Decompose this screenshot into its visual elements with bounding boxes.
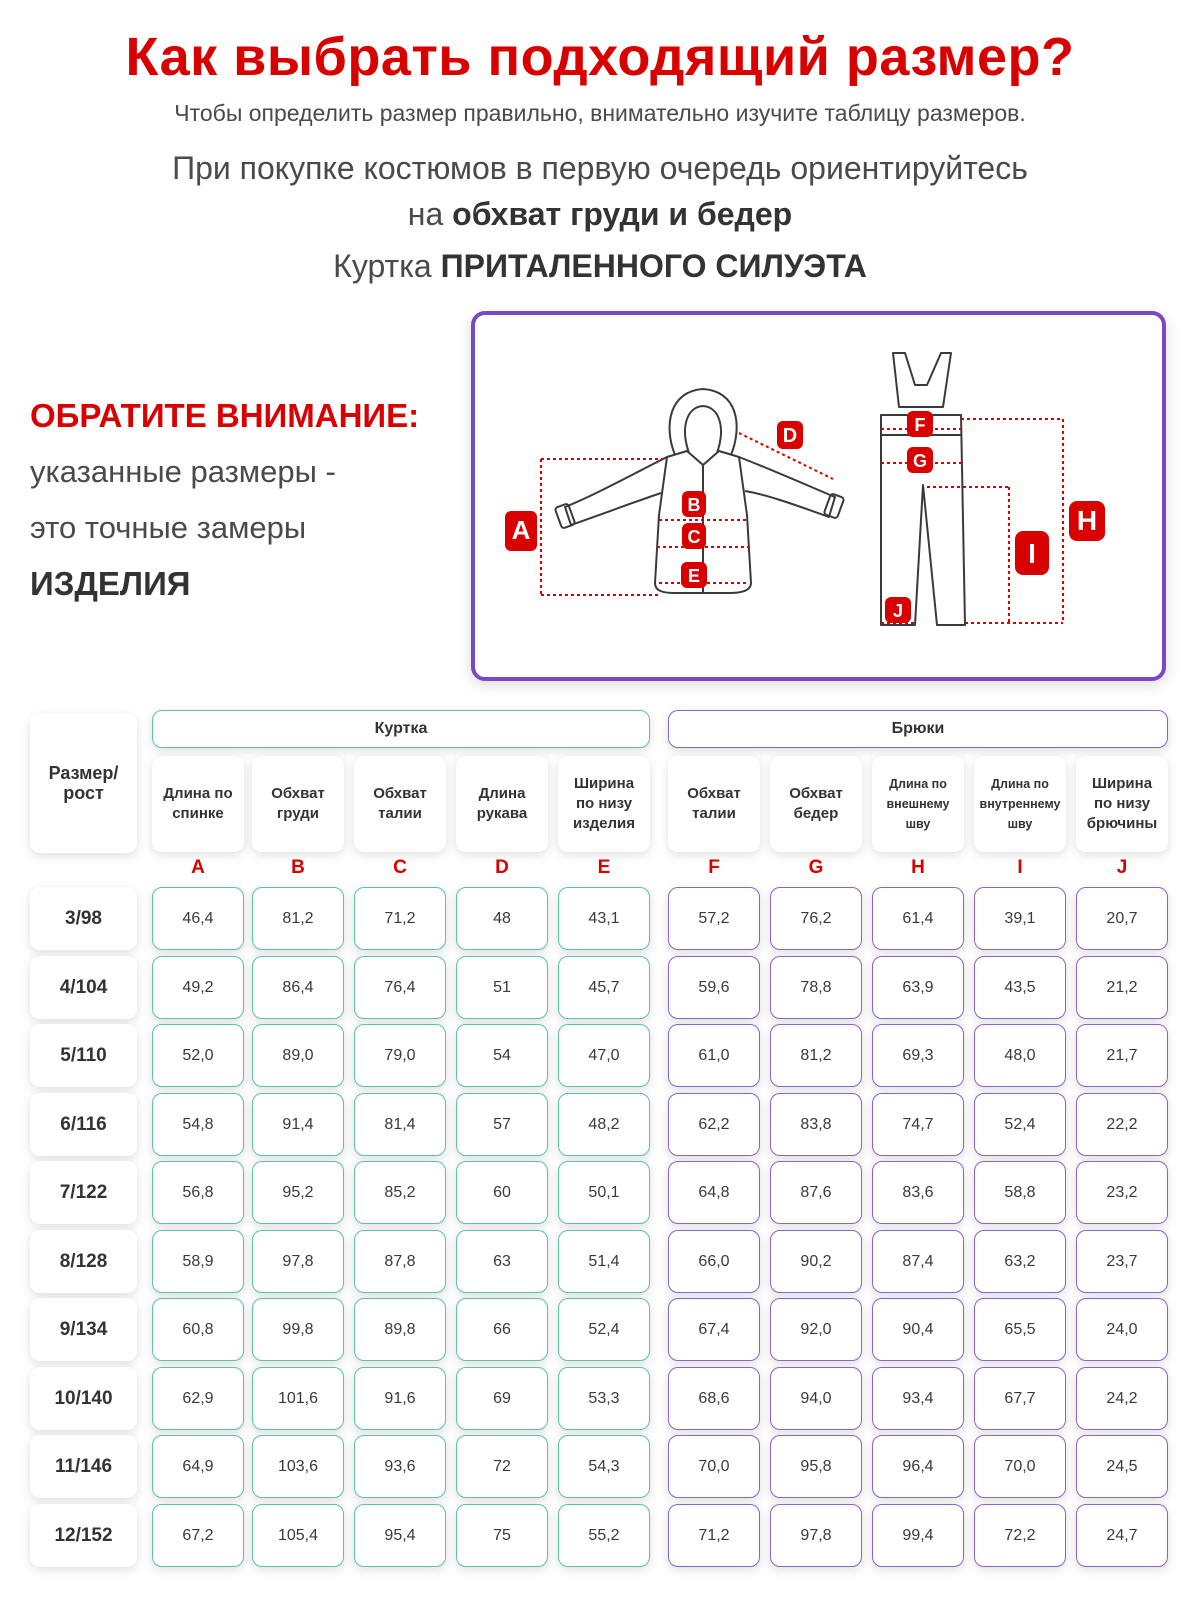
label-c: C: [687, 527, 701, 547]
table-cell: 47,0: [558, 1024, 650, 1087]
attention-line-3: ИЗДЕЛИЯ: [30, 565, 191, 602]
table-cell: 43,1: [558, 887, 650, 950]
table-cell: 87,8: [354, 1230, 446, 1293]
table-cell: 50,1: [558, 1161, 650, 1224]
table-cell: 95,2: [252, 1161, 344, 1224]
table-cell: 62,9: [152, 1367, 244, 1430]
pants-body: [881, 415, 965, 625]
table-cell: 99,8: [252, 1298, 344, 1361]
table-cell: 75: [456, 1504, 548, 1567]
row-size-label: 11/146: [30, 1435, 137, 1498]
table-cell: 58,8: [974, 1161, 1066, 1224]
column-header: Ширина по низу брючины: [1076, 756, 1168, 852]
table-cell: 89,0: [252, 1024, 344, 1087]
row-size-label: 3/98: [30, 887, 137, 950]
row-size-label: 8/128: [30, 1230, 137, 1293]
page-title: Как выбрать подходящий размер?: [125, 27, 1075, 87]
table-cell: 83,6: [872, 1161, 964, 1224]
table-cell: 76,4: [354, 956, 446, 1019]
column-letter: I: [1017, 857, 1023, 878]
table-cell: 105,4: [252, 1504, 344, 1567]
table-cell: 63,9: [872, 956, 964, 1019]
column-header: Обхват талии: [668, 756, 760, 852]
table-cell: 72: [456, 1435, 548, 1498]
table-cell: 60: [456, 1161, 548, 1224]
label-e: E: [687, 566, 701, 586]
table-cell: 49,2: [152, 956, 244, 1019]
table-cell: 103,6: [252, 1435, 344, 1498]
column-letter: C: [393, 857, 407, 878]
table-cell: 54: [456, 1024, 548, 1087]
column-letter: A: [191, 857, 205, 878]
column-header: Длина по внешнему шву: [872, 756, 964, 852]
table-cell: 74,7: [872, 1093, 964, 1156]
table-cell: 97,8: [770, 1504, 862, 1567]
table-cell: 48: [456, 887, 548, 950]
table-cell: 61,0: [668, 1024, 760, 1087]
table-cell: 90,2: [770, 1230, 862, 1293]
table-cell: 67,7: [974, 1367, 1066, 1430]
row-size-label: 12/152: [30, 1504, 137, 1567]
table-cell: 23,2: [1076, 1161, 1168, 1224]
label-b: B: [687, 495, 701, 515]
table-cell: 83,8: [770, 1093, 862, 1156]
table-cell: 78,8: [770, 956, 862, 1019]
table-cell: 52,0: [152, 1024, 244, 1087]
table-cell: 59,6: [668, 956, 760, 1019]
table-cell: 81,2: [252, 887, 344, 950]
column-header: Обхват бедер: [770, 756, 862, 852]
table-cell: 87,4: [872, 1230, 964, 1293]
attention-heading: ОБРАТИТЕ ВНИМАНИЕ:: [30, 397, 420, 434]
table-cell: 53,3: [558, 1367, 650, 1430]
table-cell: 52,4: [974, 1093, 1066, 1156]
column-letter: B: [291, 857, 305, 878]
guidance-line-1: При покупке костюмов в первую очередь ориентируйтесь: [172, 150, 1028, 186]
table-cell: 81,4: [354, 1093, 446, 1156]
label-j: J: [892, 601, 904, 621]
label-d: D: [782, 425, 798, 447]
table-cell: 92,0: [770, 1298, 862, 1361]
table-cell: 95,4: [354, 1504, 446, 1567]
table-cell: 67,2: [152, 1504, 244, 1567]
table-cell: 70,0: [974, 1435, 1066, 1498]
table-cell: 23,7: [1076, 1230, 1168, 1293]
column-header: Длина по внутреннему шву: [974, 756, 1066, 852]
table-cell: 70,0: [668, 1435, 760, 1498]
column-header: Обхват талии: [354, 756, 446, 852]
pants-group-header: Брюки: [668, 710, 1168, 748]
table-cell: 66: [456, 1298, 548, 1361]
table-cell: 64,8: [668, 1161, 760, 1224]
table-cell: 85,2: [354, 1161, 446, 1224]
table-cell: 91,4: [252, 1093, 344, 1156]
label-a: A: [511, 515, 531, 545]
table-cell: 21,7: [1076, 1024, 1168, 1087]
table-cell: 97,8: [252, 1230, 344, 1293]
guidance-emphasis: обхват груди и бедер: [452, 196, 793, 232]
table-cell: 63,2: [974, 1230, 1066, 1293]
table-cell: 81,2: [770, 1024, 862, 1087]
attention-note: [30, 388, 450, 612]
table-cell: 24,0: [1076, 1298, 1168, 1361]
fit-type-text: Куртка ПРИТАЛЕННОГО СИЛУЭТА: [333, 248, 867, 284]
table-cell: 64,9: [152, 1435, 244, 1498]
table-cell: 63: [456, 1230, 548, 1293]
row-size-label: 6/116: [30, 1093, 137, 1156]
table-cell: 76,2: [770, 887, 862, 950]
table-cell: 52,4: [558, 1298, 650, 1361]
measurement-diagram: [471, 311, 1166, 681]
table-cell: 96,4: [872, 1435, 964, 1498]
table-cell: 57: [456, 1093, 548, 1156]
table-cell: 24,5: [1076, 1435, 1168, 1498]
guidance-text: [0, 145, 1200, 237]
row-size-label: 9/134: [30, 1298, 137, 1361]
page-subtitle: Чтобы определить размер правильно, внимательно изучите таблицу размеров.: [174, 100, 1026, 126]
table-cell: 66,0: [668, 1230, 760, 1293]
jacket-right-sleeve: [739, 457, 835, 517]
table-cell: 62,2: [668, 1093, 760, 1156]
table-cell: 71,2: [668, 1504, 760, 1567]
size-column-header: Размер/ рост: [30, 713, 137, 853]
table-cell: 43,5: [974, 956, 1066, 1019]
table-cell: 51: [456, 956, 548, 1019]
attention-line-1: указанные размеры -: [30, 454, 336, 489]
table-cell: 54,3: [558, 1435, 650, 1498]
pants-straps: [893, 353, 951, 407]
table-cell: 71,2: [354, 887, 446, 950]
guidance-line-2: на обхват груди и бедер: [407, 196, 793, 232]
table-cell: 24,7: [1076, 1504, 1168, 1567]
table-cell: 87,6: [770, 1161, 862, 1224]
table-cell: 57,2: [668, 887, 760, 950]
table-cell: 65,5: [974, 1298, 1066, 1361]
table-cell: 55,2: [558, 1504, 650, 1567]
table-cell: 86,4: [252, 956, 344, 1019]
table-cell: 58,9: [152, 1230, 244, 1293]
table-cell: 90,4: [872, 1298, 964, 1361]
table-cell: 79,0: [354, 1024, 446, 1087]
table-cell: 46,4: [152, 887, 244, 950]
table-cell: 56,8: [152, 1161, 244, 1224]
table-cell: 94,0: [770, 1367, 862, 1430]
table-cell: 68,6: [668, 1367, 760, 1430]
column-letter: F: [708, 857, 720, 878]
jacket-group-header: Куртка: [152, 710, 650, 748]
column-letter: G: [808, 857, 824, 878]
table-cell: 60,8: [152, 1298, 244, 1361]
row-size-label: 7/122: [30, 1161, 137, 1224]
table-cell: 67,4: [668, 1298, 760, 1361]
attention-line-2: это точные замеры: [30, 510, 307, 545]
table-cell: 20,7: [1076, 887, 1168, 950]
table-cell: 48,2: [558, 1093, 650, 1156]
label-i: I: [1028, 538, 1036, 569]
table-cell: 54,8: [152, 1093, 244, 1156]
column-letter: D: [495, 857, 509, 878]
table-cell: 69,3: [872, 1024, 964, 1087]
table-cell: 99,4: [872, 1504, 964, 1567]
table-cell: 48,0: [974, 1024, 1066, 1087]
column-header: Обхват груди: [252, 756, 344, 852]
row-size-label: 5/110: [30, 1024, 137, 1087]
table-cell: 93,6: [354, 1435, 446, 1498]
label-g: G: [912, 451, 928, 471]
label-f: F: [914, 415, 926, 435]
garment-illustration: [475, 315, 1170, 685]
table-cell: 24,2: [1076, 1367, 1168, 1430]
table-cell: 95,8: [770, 1435, 862, 1498]
table-cell: 21,2: [1076, 956, 1168, 1019]
table-cell: 39,1: [974, 887, 1066, 950]
table-cell: 91,6: [354, 1367, 446, 1430]
table-cell: 101,6: [252, 1367, 344, 1430]
table-cell: 72,2: [974, 1504, 1066, 1567]
column-letter: E: [597, 857, 611, 878]
row-size-label: 10/140: [30, 1367, 137, 1430]
column-letter: J: [1116, 857, 1128, 878]
table-cell: 69: [456, 1367, 548, 1430]
column-letter: H: [911, 857, 925, 878]
row-size-label: 4/104: [30, 956, 137, 1019]
jacket-hood: [670, 389, 737, 455]
column-header: Ширина по низу изделия: [558, 756, 650, 852]
table-cell: 22,2: [1076, 1093, 1168, 1156]
fit-type-emphasis: ПРИТАЛЕННОГО СИЛУЭТА: [440, 248, 867, 284]
table-cell: 61,4: [872, 887, 964, 950]
table-cell: 93,4: [872, 1367, 964, 1430]
label-h: H: [1076, 505, 1098, 536]
table-cell: 89,8: [354, 1298, 446, 1361]
jacket-left-sleeve: [565, 457, 667, 525]
table-cell: 51,4: [558, 1230, 650, 1293]
column-header: Длина рукава: [456, 756, 548, 852]
column-header: Длина по спинке: [152, 756, 244, 852]
table-cell: 45,7: [558, 956, 650, 1019]
